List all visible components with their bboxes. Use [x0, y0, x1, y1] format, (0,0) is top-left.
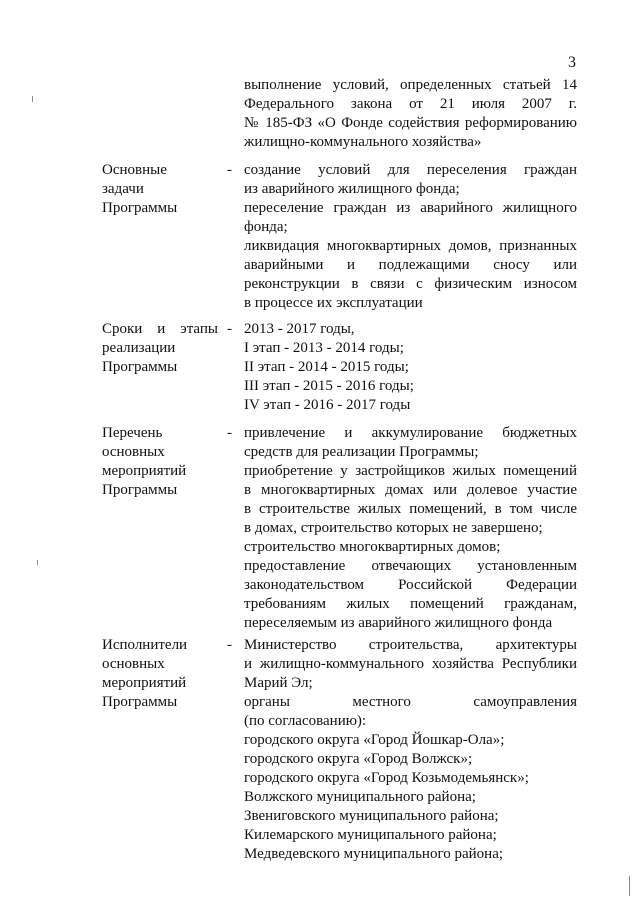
section-line: 2013 - 2017 годы, — [244, 321, 355, 337]
section-label-line: задачи — [102, 181, 144, 197]
section-label-line: Сроки и этапы — [102, 321, 218, 337]
section-dash: - — [227, 162, 232, 178]
section-line: городского округа «Город Волжск»; — [244, 751, 473, 767]
section-line: IV этап - 2016 - 2017 годы — [244, 397, 411, 413]
section-line: Марий Эл; — [244, 675, 313, 691]
section-line: переселение граждан из аварийного жилищного — [244, 200, 577, 216]
section-label-line: Программы — [102, 482, 178, 498]
section-line: требованиям жилых помещений гражданам, — [244, 596, 577, 612]
section-label-line: Исполнители — [102, 637, 188, 653]
section-line: привлечение и аккумулирование бюджетных — [244, 425, 577, 441]
section-line: городского округа «Город Козьмодемьянск»; — [244, 770, 529, 786]
section-line: ликвидация многоквартирных домов, признанных — [244, 238, 577, 254]
intro-line: выполнение условий, определенных статьей 14 — [244, 77, 577, 93]
section-line: Килемарского муниципального района; — [244, 827, 497, 843]
scan-artifact-left — [32, 96, 33, 102]
section-dash: - — [227, 637, 232, 653]
section-line: Медведевского муниципального района; — [244, 846, 504, 862]
section-label-line: мероприятий — [102, 463, 187, 479]
section-line: в строительстве жилых помещений, в том числе — [244, 501, 577, 517]
scan-artifact-left — [37, 560, 38, 565]
section-label-line: реализации — [102, 340, 176, 356]
section-line: законодательством Российской Федерации — [244, 577, 577, 593]
section-line: переселяемым из аварийного жилищного фонда — [244, 615, 553, 631]
section-label-line: мероприятий — [102, 675, 187, 691]
scan-artifact-right — [629, 876, 630, 896]
section-line: из аварийного жилищного фонда; — [244, 181, 460, 197]
section-label-line: Программы — [102, 200, 178, 216]
section-line: средств для реализации Программы; — [244, 444, 479, 460]
section-line: в многоквартирных домах или долевое участие — [244, 482, 577, 498]
section-line: реконструкции в связи с физическим износом — [244, 276, 577, 292]
section-line: III этап - 2015 - 2016 годы; — [244, 378, 414, 394]
section-line: I этап - 2013 - 2014 годы; — [244, 340, 404, 356]
page-number: 3 — [568, 54, 576, 71]
section-label-line: Перечень — [102, 425, 163, 441]
section-label-line: основных — [102, 444, 165, 460]
section-line: Министерство строительства, архитектуры — [244, 637, 577, 653]
section-line: аварийными и подлежащими сносу или — [244, 257, 577, 273]
intro-line: Федерального закона от 21 июля 2007 г. — [244, 96, 577, 112]
section-line: строительство многоквартирных домов; — [244, 539, 501, 555]
section-dash: - — [227, 425, 232, 441]
section-line: (по согласованию): — [244, 713, 367, 729]
section-label-line: Программы — [102, 359, 178, 375]
section-line: Звениговского муниципального района; — [244, 808, 499, 824]
section-line: приобретение у застройщиков жилых помещений — [244, 463, 577, 479]
section-line: в процессе их эксплуатации — [244, 295, 423, 311]
section-line: II этап - 2014 - 2015 годы; — [244, 359, 409, 375]
section-label-line: Программы — [102, 694, 178, 710]
intro-line: жилищно-коммунального хозяйства» — [244, 134, 482, 150]
section-label-line: основных — [102, 656, 165, 672]
section-line: городского округа «Город Йошкар-Ола»; — [244, 732, 505, 748]
intro-line: № 185-ФЗ «О Фонде содействия реформированию — [244, 115, 577, 131]
section-line: создание условий для переселения граждан — [244, 162, 577, 178]
section-line: в домах, строительство которых не завершено; — [244, 520, 543, 536]
section-line: и жилищно-коммунального хозяйства Республики — [244, 656, 577, 672]
section-label-line: Основные — [102, 162, 167, 178]
section-line: фонда; — [244, 219, 288, 235]
section-dash: - — [227, 321, 232, 337]
section-line: органы местного самоуправления — [244, 694, 577, 710]
section-line: Волжского муниципального района; — [244, 789, 476, 805]
section-line: предоставление отвечающих установленным — [244, 558, 577, 574]
